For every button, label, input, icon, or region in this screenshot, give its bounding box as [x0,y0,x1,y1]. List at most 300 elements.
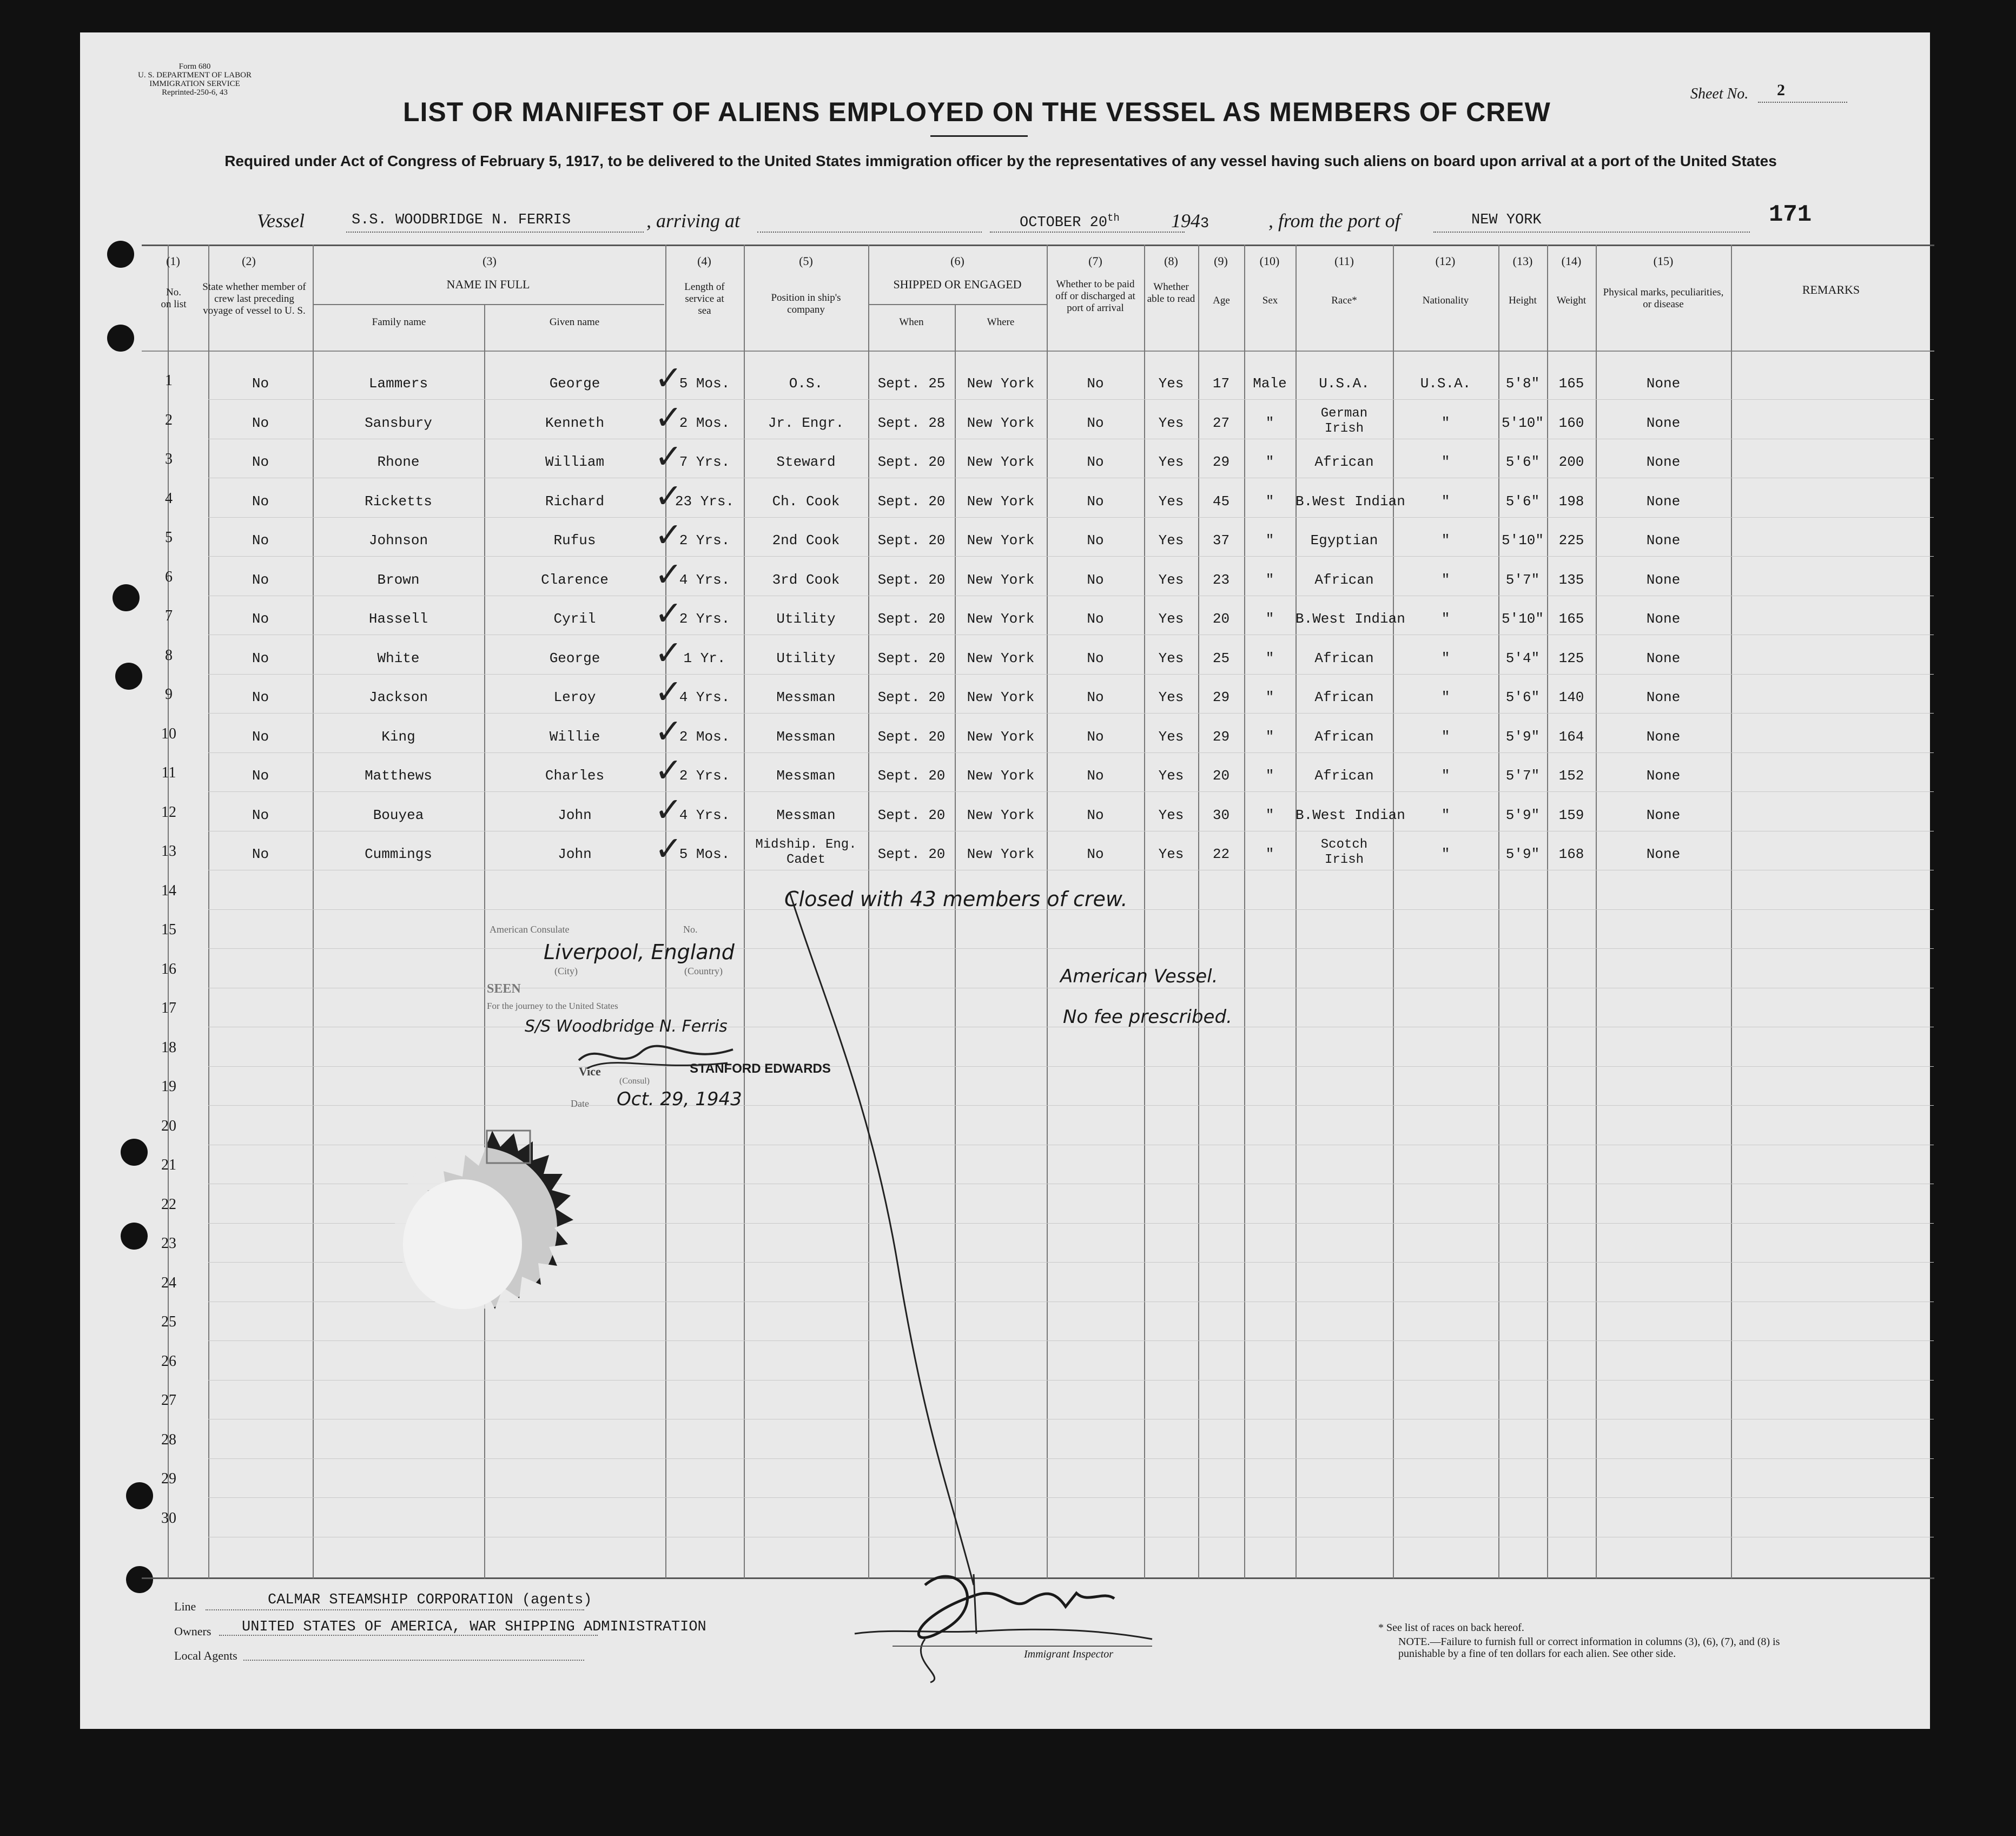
nationality-cell: " [1441,571,1450,588]
header-age: Age [1213,295,1230,306]
able-to-read-cell: Yes [1158,650,1184,666]
checkmark-icon: ✓ [655,397,683,437]
column-number: (8) [1164,254,1178,268]
checkmark-icon: ✓ [655,632,683,672]
no-fee-note: No fee prescribed. [1063,1006,1232,1028]
sex-cell: " [1265,611,1274,627]
footer-agents-underline [243,1660,584,1661]
family-name-cell: King [381,728,415,745]
physical-marks-cell: None [1646,493,1681,510]
punch-hole [121,1223,148,1250]
line-number: 5 [165,529,173,546]
shipped-where-cell: New York [967,532,1035,549]
sex-cell: Male [1253,375,1287,392]
prev-voyage-cell: No [252,728,269,745]
column-number: (1) [166,254,180,268]
american-vessel-note: American Vessel. [1060,966,1218,987]
row-guide-line [208,1380,1934,1381]
sex-cell: " [1265,728,1274,745]
header-no-on-list: No. on list [161,287,187,310]
checkmark-icon: ✓ [655,711,683,751]
table-top-border [142,245,1934,246]
sheet-number: 2 [1777,81,1785,99]
weight-cell: 159 [1558,807,1584,823]
prev-voyage-cell: No [252,454,269,470]
paid-off-cell: No [1087,846,1104,862]
physical-marks-cell: None [1646,571,1681,588]
header-position: Position in ship's company [771,292,841,315]
line-number: 16 [161,960,176,978]
column-divider [1144,245,1145,1579]
line-number: 18 [161,1039,176,1056]
embossed-seal [368,1125,617,1352]
form-service: IMMIGRATION SERVICE [149,80,240,88]
inspector-label: Immigrant Inspector [1024,1648,1113,1660]
given-name-cell: William [545,454,605,470]
height-cell: 5'6" [1505,493,1540,510]
age-cell: 29 [1212,454,1230,470]
line-number: 22 [161,1196,176,1213]
shipped-when-cell: Sept. 20 [877,728,946,745]
family-name-cell: Rhone [377,454,420,470]
stamp-city-label: (City) [554,966,578,976]
family-name-cell: Cummings [365,846,432,862]
header-length-service: Length of service at sea [684,281,725,316]
footer-owners-underline [219,1635,598,1636]
position-cell: O.S. [789,375,823,392]
age-cell: 25 [1212,650,1230,666]
row-guide-line [208,517,1934,518]
footnote-penalty: NOTE.—Failure to furnish full or correct information in columns (3), (6), (7), and (8) is [1398,1636,1780,1648]
column-divider [1295,245,1297,1579]
column-number: (4) [697,254,711,268]
race-cell: B.West Indian [1295,611,1405,627]
race-cell: African [1314,728,1374,745]
checkmark-icon: ✓ [655,358,683,398]
closing-note: Closed with 43 members of crew. [784,887,1128,911]
row-guide-line [208,1066,1934,1067]
weight-cell: 168 [1558,846,1584,862]
shipped-where-cell: New York [967,454,1035,470]
header-able-read: Whether able to read [1147,281,1195,305]
age-cell: 23 [1212,571,1230,588]
shipped-when-cell: Sept. 20 [877,846,946,862]
column-divider [168,245,169,1579]
paid-off-cell: No [1087,532,1104,549]
race-cell: B.West Indian [1295,807,1405,823]
race-cell: African [1314,650,1374,666]
shipped-when-cell: Sept. 20 [877,768,946,784]
shipped-when-cell: Sept. 20 [877,650,946,666]
stamp-consulate: American Consulate [490,924,570,935]
height-cell: 5'10" [1501,414,1544,431]
race-cell: Egyptian [1310,532,1378,549]
form-department: U. S. DEPARTMENT OF LABOR [138,71,252,80]
shipped-when-cell: Sept. 28 [877,414,946,431]
family-name-cell: White [377,650,420,666]
nationality-cell: " [1441,650,1450,666]
sex-cell: " [1265,689,1274,705]
arriving-label: , arriving at [646,210,741,232]
race-cell: German Irish [1320,406,1368,436]
nationality-cell: " [1441,728,1450,745]
family-name-cell: Sansbury [365,414,432,431]
age-cell: 17 [1212,375,1230,392]
checkmark-icon: ✓ [655,515,683,554]
line-number: 17 [161,1000,176,1016]
form-id [138,62,252,97]
able-to-read-cell: Yes [1158,768,1184,784]
sheet-underline [1758,102,1847,103]
from-label: , from the port of [1268,210,1400,232]
footer-owners-value: UNITED STATES OF AMERICA, WAR SHIPPING ADMINISTRATION [242,1619,706,1635]
punch-hole [107,325,134,352]
service-length-cell: 4 Yrs. [679,807,730,823]
footnote-penalty-cont: punishable by a fine of ten dollars for each alien. See other side. [1398,1648,1676,1660]
line-number: 19 [161,1078,176,1095]
sex-cell: " [1265,846,1274,862]
header-sex: Sex [1262,295,1278,306]
stamp-date: Oct. 29, 1943 [617,1088,742,1110]
row-guide-line [208,752,1934,753]
service-length-cell: 1 Yr. [683,650,726,666]
family-name-cell: Lammers [368,375,428,392]
prev-voyage-cell: No [252,571,269,588]
vessel-name: S.S. WOODBRIDGE N. FERRIS [352,212,571,228]
stamp-consul-role: Vice [579,1065,601,1078]
column-number: (2) [242,254,256,268]
shipped-where-cell: New York [967,768,1035,784]
line-number: 2 [165,411,173,428]
family-name-cell: Johnson [368,532,428,549]
sex-cell: " [1265,650,1274,666]
position-cell: Messman [776,768,836,784]
height-cell: 5'4" [1505,650,1540,666]
line-number: 20 [161,1117,176,1134]
service-length-cell: 5 Mos. [679,846,730,862]
nationality-cell: " [1441,768,1450,784]
paid-off-cell: No [1087,454,1104,470]
weight-cell: 165 [1558,375,1584,392]
able-to-read-cell: Yes [1158,571,1184,588]
arrival-year [1171,209,1209,232]
shipped-when-cell: Sept. 20 [877,807,946,823]
family-name-cell: Matthews [365,768,432,784]
line-number: 30 [161,1509,176,1527]
height-cell: 5'10" [1501,532,1544,549]
shipped-when-cell: Sept. 20 [877,454,946,470]
given-name-cell: John [558,807,592,823]
checkmark-icon: ✓ [655,437,683,476]
checkmark-icon: ✓ [655,750,683,790]
paid-off-cell: No [1087,650,1104,666]
race-cell: African [1314,768,1374,784]
paid-off-cell: No [1087,571,1104,588]
date-underline [990,232,1185,233]
shipped-where-cell: New York [967,846,1035,862]
weight-cell: 225 [1558,532,1584,549]
header-race: Race* [1331,295,1357,306]
punch-hole [115,663,142,690]
vessel-label: Vessel [257,210,305,232]
physical-marks-cell: None [1646,650,1681,666]
sex-cell: " [1265,807,1274,823]
height-cell: 5'7" [1505,768,1540,784]
arrival-year-prefix: 194 [1171,210,1200,232]
service-length-cell: 2 Mos. [679,414,730,431]
header-nationality: Nationality [1422,295,1469,306]
departure-port: NEW YORK [1471,212,1542,228]
weight-cell: 160 [1558,414,1584,431]
arrival-date-sup: th [1107,212,1120,224]
able-to-read-cell: Yes [1158,807,1184,823]
row-guide-line [208,1497,1934,1498]
physical-marks-cell: None [1646,846,1681,862]
physical-marks-cell: None [1646,611,1681,627]
sex-cell: " [1265,571,1274,588]
port-underline [1433,232,1750,233]
stamp-consul-name: STANFORD EDWARDS [690,1061,831,1076]
line-number: 12 [161,803,176,821]
punch-hole [113,584,140,611]
shipped-where-cell: New York [967,375,1035,392]
weight-cell: 140 [1558,689,1584,705]
prev-voyage-cell: No [252,532,269,549]
given-name-cell: George [549,375,600,392]
header-family-name: Family name [372,316,426,328]
prev-voyage-cell: No [252,414,269,431]
inspector-underline [893,1646,1152,1647]
form-reprint: Reprinted-250-6, 43 [162,88,228,97]
given-name-cell: Clarence [541,571,609,588]
line-number: 9 [165,686,173,703]
service-length-cell: 2 Yrs. [679,532,730,549]
consul-signature [576,1039,738,1076]
paid-off-cell: No [1087,768,1104,784]
physical-marks-cell: None [1646,728,1681,745]
nationality-cell: " [1441,611,1450,627]
header-name-in-full: NAME IN FULL [446,278,530,291]
checkmark-icon: ✓ [655,554,683,594]
footnote-races: * See list of races on back hereof. [1378,1622,1524,1634]
physical-marks-cell: None [1646,768,1681,784]
line-number: 29 [161,1470,176,1487]
footer-line-value: CALMAR STEAMSHIP CORPORATION (agents) [268,1592,592,1608]
able-to-read-cell: Yes [1158,375,1184,392]
weight-cell: 200 [1558,454,1584,470]
header-physical-marks: Physical marks, peculiarities, or disease [1603,287,1724,310]
line-number: 11 [161,764,176,781]
position-cell: 3rd Cook [772,571,840,588]
weight-cell: 125 [1558,650,1584,666]
arrival-date-text: OCTOBER 20 [1020,215,1108,231]
checkmark-icon: ✓ [655,829,683,868]
able-to-read-cell: Yes [1158,728,1184,745]
paid-off-cell: No [1087,493,1104,510]
given-name-cell: Willie [549,728,600,745]
checkmark-icon: ✓ [655,672,683,711]
age-cell: 20 [1212,768,1230,784]
header-when: When [899,316,924,328]
position-cell: Jr. Engr. [768,414,844,431]
stamp-no-label: No. [683,924,698,935]
inspector-signature [849,1553,1174,1688]
able-to-read-cell: Yes [1158,532,1184,549]
service-length-cell: 23 Yrs. [675,493,735,510]
service-length-cell: 5 Mos. [679,375,730,392]
punch-hole [126,1482,153,1509]
header-given-name: Given name [549,316,600,328]
able-to-read-cell: Yes [1158,689,1184,705]
shipped-where-cell: New York [967,611,1035,627]
family-name-cell: Hassell [368,611,428,627]
given-name-cell: Richard [545,493,605,510]
header-paid-off: Whether to be paid off or discharged at port of arrival [1055,279,1135,314]
given-name-cell: Leroy [553,689,596,705]
line-number: 14 [161,882,176,899]
age-cell: 29 [1212,728,1230,745]
given-name-cell: John [558,846,592,862]
column-number: (15) [1653,254,1674,268]
nationality-cell: " [1441,807,1450,823]
race-cell: African [1314,689,1374,705]
footer-line-label: Line [174,1600,196,1613]
age-cell: 22 [1212,846,1230,862]
service-length-cell: 2 Yrs. [679,768,730,784]
race-cell: B.West Indian [1295,493,1405,510]
line-number: 13 [161,843,176,860]
punch-hole [107,241,134,268]
row-guide-line [208,791,1934,792]
column-number: (13) [1512,254,1533,268]
shipped-when-cell: Sept. 20 [877,689,946,705]
sex-cell: " [1265,414,1274,431]
stamp-vessel: S/S Woodbridge N. Ferris [525,1017,728,1036]
row-guide-line [208,399,1934,400]
physical-marks-cell: None [1646,414,1681,431]
service-length-cell: 2 Mos. [679,728,730,745]
position-cell: Messman [776,689,836,705]
stamp-date-label: Date [571,1098,589,1109]
vessel-underline [346,232,644,233]
prev-voyage-cell: No [252,650,269,666]
paid-off-cell: No [1087,807,1104,823]
row-guide-line [208,556,1934,557]
stamp-country-label: (Country) [684,966,723,976]
subtitle: Required under Act of Congress of February 5, 1917, to be delivered to the United States immigration officer by the representatives of any vessel having such aliens on board upon arrival at a port of the United States [224,153,1777,169]
column-divider [313,245,314,1579]
column-divider [1047,245,1048,1579]
row-guide-line [208,1458,1934,1459]
header-where: Where [987,316,1015,328]
given-name-cell: Kenneth [545,414,605,431]
stamp-city: Liverpool, England [544,940,735,964]
line-number: 27 [161,1392,176,1409]
race-cell: African [1314,571,1374,588]
name-subheader-line [313,304,664,305]
line-number: 3 [165,451,173,467]
weight-cell: 152 [1558,768,1584,784]
weight-cell: 198 [1558,493,1584,510]
stamp-seen: SEEN [487,982,521,996]
physical-marks-cell: None [1646,689,1681,705]
row-guide-line [208,948,1934,949]
footer-line-underline [206,1609,584,1610]
line-number: 15 [161,921,176,938]
header-weight: Weight [1556,295,1587,306]
checkmark-icon: ✓ [655,475,683,516]
line-number: 25 [161,1313,176,1330]
column-divider [1596,245,1597,1579]
shipped-when-cell: Sept. 20 [877,611,946,627]
nationality-cell: " [1441,493,1450,510]
checkmark-icon: ✓ [655,593,683,633]
prev-voyage-cell: No [252,689,269,705]
nationality-cell: " [1441,846,1450,862]
checkmark-icon: ✓ [655,789,683,829]
sheet-label: Sheet No. [1690,85,1749,102]
paid-off-cell: No [1087,414,1104,431]
shipped-when-cell: Sept. 20 [877,571,946,588]
nationality-cell: U.S.A. [1420,375,1471,392]
arrival-date [1020,212,1120,231]
nationality-cell: " [1441,532,1450,549]
prev-voyage-cell: No [252,807,269,823]
height-cell: 5'8" [1505,375,1540,392]
footer-agents-label: Local Agents [174,1649,237,1662]
line-number: 23 [161,1235,176,1252]
paid-off-cell: No [1087,689,1104,705]
column-divider [1731,245,1732,1579]
family-name-cell: Brown [377,571,420,588]
family-name-cell: Bouyea [373,807,424,823]
sex-cell: " [1265,454,1274,470]
prev-voyage-cell: No [252,768,269,784]
height-cell: 5'7" [1505,571,1540,588]
able-to-read-cell: Yes [1158,454,1184,470]
line-number: 1 [165,372,173,389]
position-cell: Utility [776,611,836,627]
header-bottom-border [142,351,1934,352]
shipped-where-cell: New York [967,414,1035,431]
column-number: (6) [950,254,964,268]
age-cell: 20 [1212,611,1230,627]
able-to-read-cell: Yes [1158,493,1184,510]
page-title: LIST OR MANIFEST OF ALIENS EMPLOYED ON THE VESSEL AS MEMBERS OF CREW [403,97,1551,127]
column-number: (10) [1259,254,1280,268]
line-number: 26 [161,1352,176,1370]
column-divider [1547,245,1548,1579]
row-guide-line [208,713,1934,714]
paid-off-cell: No [1087,611,1104,627]
shipped-when-cell: Sept. 25 [877,375,946,392]
nationality-cell: " [1441,689,1450,705]
service-length-cell: 2 Yrs. [679,611,730,627]
line-number: 10 [161,725,176,742]
header-remarks: REMARKS [1802,283,1860,296]
line-number: 6 [165,568,173,585]
header-prev-voyage: State whether member of crew last preceding voyage of vessel to U. S. [202,281,306,316]
column-number: (9) [1214,254,1228,268]
column-divider [1393,245,1394,1579]
height-cell: 5'6" [1505,454,1540,470]
race-cell: U.S.A. [1319,375,1370,392]
row-guide-line [208,1105,1934,1106]
physical-marks-cell: None [1646,454,1681,470]
weight-cell: 135 [1558,571,1584,588]
weight-cell: 165 [1558,611,1584,627]
shipped-when-cell: Sept. 20 [877,493,946,510]
